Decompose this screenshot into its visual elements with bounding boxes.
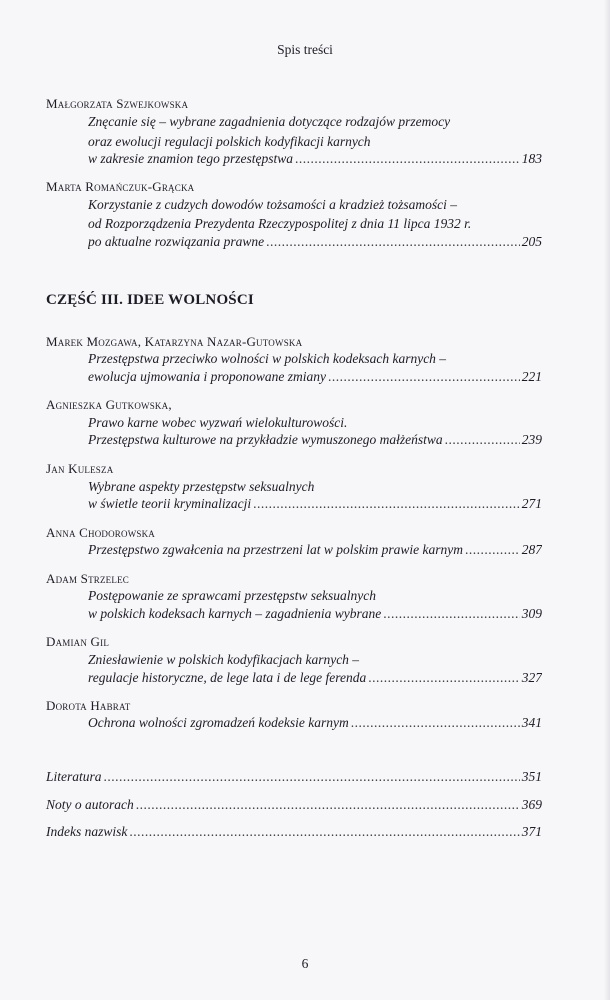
toc-entry-last-line (88, 541, 542, 559)
dot-leader (465, 541, 520, 559)
dot-leader (328, 368, 520, 386)
back-matter-page: 371 (521, 824, 542, 839)
toc-entry-title-line: Przestępstwa kulturowe na przykładzie wymuszonego małżeństwa (88, 432, 443, 447)
toc-entry-page: 271 (521, 496, 542, 511)
running-header: Spis treści (277, 42, 333, 57)
toc-entry-last-line (88, 669, 542, 687)
toc-entry-title-line: po aktualne rozwiązania prawne (88, 234, 265, 249)
toc-entry-page: 183 (521, 151, 542, 166)
toc-entry-page: 327 (521, 670, 542, 685)
toc-entry-last-line (88, 431, 542, 449)
dot-leader (445, 431, 520, 449)
dot-leader (351, 714, 520, 732)
toc-entry-title-line: Ochrona wolności zgromadzeń kodeksie karnym (88, 715, 349, 730)
toc-entry-title-line: Przestępstwo zgwałcenia na przestrzeni lat w polskim prawie karnym (88, 542, 463, 557)
page-number: 6 (301, 956, 309, 971)
toc-entry-author: Agnieszka Gutkowska, (46, 397, 172, 412)
toc-entry-title-line: w zakresie znamion tego przestępstwa (88, 151, 293, 166)
dot-leader (266, 233, 520, 251)
back-matter-title: Indeks nazwisk (46, 824, 128, 839)
toc-entry-page: 239 (521, 432, 542, 447)
toc-entry-title-line: Korzystanie z cudzych dowodów tożsamości a kradzież tożsamości – (88, 197, 457, 212)
toc-entry-page: 205 (521, 234, 542, 249)
toc-entry-title-line: od Rozporządzenia Prezydenta Rzeczypospolitej z dnia 11 lipca 1932 r. (88, 216, 472, 231)
back-matter-entry (46, 823, 542, 841)
toc-entry-title-line: Prawo karne wobec wyzwań wielokulturowości. (88, 415, 348, 430)
toc-entry-last-line (88, 233, 542, 251)
toc-entry-author: Dorota Habrat (46, 698, 131, 713)
dot-leader (136, 796, 520, 814)
toc-entry-page: 221 (521, 369, 542, 384)
toc-entry-page: 287 (521, 542, 542, 557)
toc-entry-title-line: Zniesławienie w polskich kodyfikacjach karnych – (88, 652, 360, 667)
back-matter-entry (46, 768, 542, 786)
back-matter-page: 351 (521, 769, 542, 784)
toc-entry-author: Adam Strzelec (46, 571, 129, 586)
toc-entry-title-line: Postępowanie ze sprawcami przestępstw seksualnych (88, 588, 376, 603)
toc-entry-title-line: w polskich kodeksach karnych – zagadnienia wybrane (88, 606, 382, 621)
back-matter-page: 369 (521, 797, 542, 812)
back-matter-title: Literatura (46, 769, 102, 784)
toc-entry-page: 341 (521, 715, 542, 730)
toc-entry-title-line: regulacje historyczne, de lege lata i de lege ferenda (88, 670, 367, 685)
dot-leader (104, 768, 520, 786)
dot-leader (368, 669, 519, 687)
toc-entry-author: Marek Mozgawa, Katarzyna Nazar-Gutowska (46, 334, 303, 349)
toc-entry-title-line: ewolucja ujmowania i proponowane zmiany (88, 369, 326, 384)
toc-entry-title-line: Wybrane aspekty przestępstw seksualnych (88, 479, 315, 494)
toc-entry-title-line: Znęcanie się – wybrane zagadnienia dotyczące rodzajów przemocy (88, 114, 451, 129)
toc-entry-author: Marta Romańczuk-Grącka (46, 179, 195, 194)
dot-leader (383, 605, 520, 623)
dot-leader (129, 823, 519, 841)
toc-entry-author: Małgorzata Szwejkowska (46, 96, 189, 111)
dot-leader (295, 150, 520, 168)
toc-entry-last-line (88, 495, 542, 513)
toc-entry-page: 309 (521, 606, 542, 621)
toc-entry-last-line (88, 368, 542, 386)
toc-entry-last-line (88, 605, 542, 623)
toc-entry-title-line: Przestępstwa przeciwko wolności w polskich kodeksach karnych – (88, 351, 447, 366)
back-matter-title: Noty o autorach (46, 797, 134, 812)
page-edge (604, 0, 610, 1000)
toc-entry-title-line: w świetle teorii kryminalizacji (88, 496, 252, 511)
back-matter-entry (46, 796, 542, 814)
part-heading: CZĘŚĆ III. IDEE WOLNOŚCI (46, 292, 254, 308)
toc-entry-author: Jan Kulesza (46, 461, 114, 476)
toc-entry-author: Anna Chodorowska (46, 525, 156, 540)
dot-leader (253, 495, 520, 513)
toc-entry-last-line (88, 150, 542, 168)
toc-entry-title-line: oraz ewolucji regulacji polskich kodyfikacji karnych (88, 134, 371, 149)
toc-entry-author: Damian Gil (46, 634, 110, 649)
toc-entry-last-line (88, 714, 542, 732)
